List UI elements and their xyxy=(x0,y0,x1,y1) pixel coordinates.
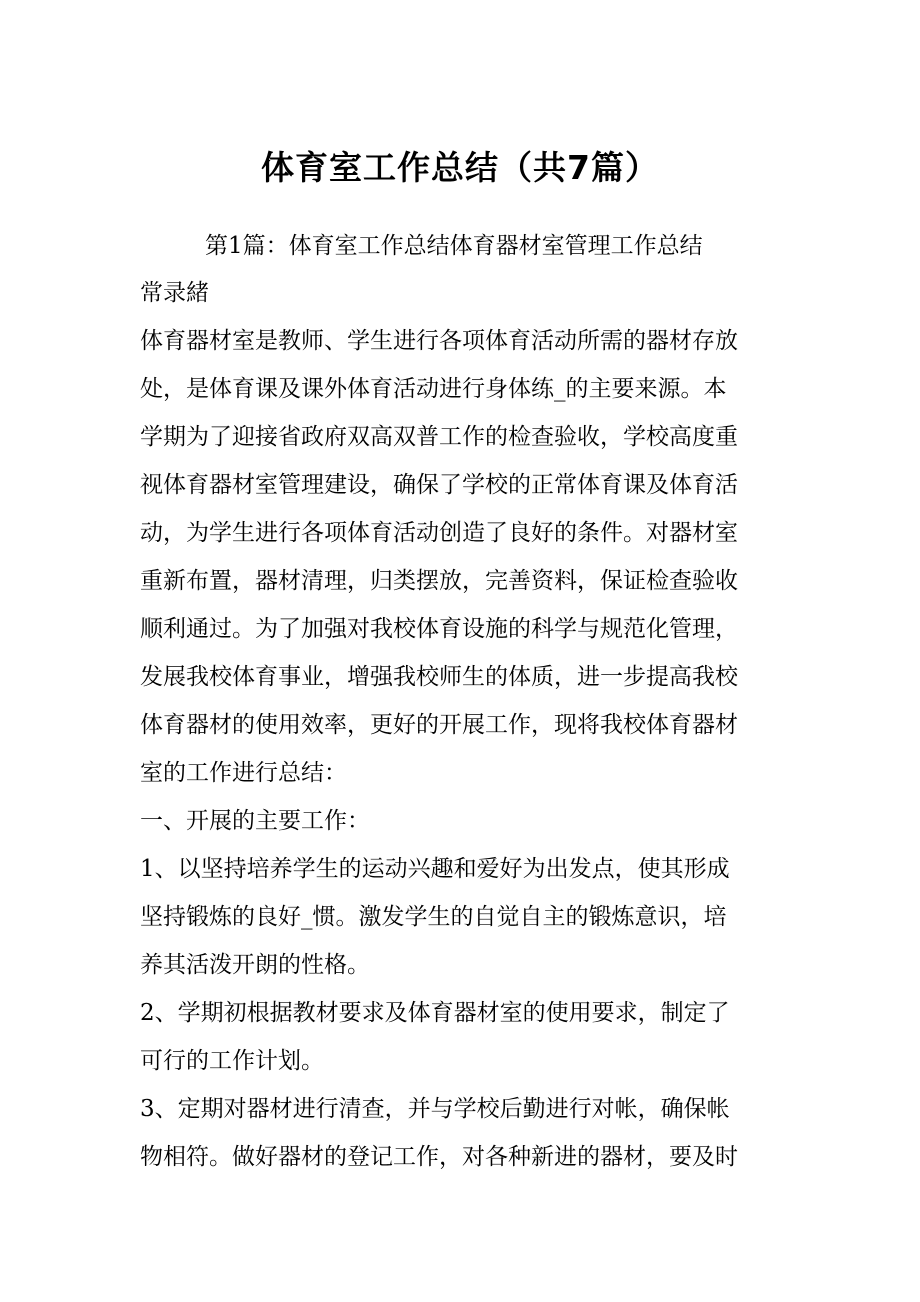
text-line: 重新布置，器材清理，归类摆放，完善资料，保证检查验收 xyxy=(140,568,738,594)
body-text xyxy=(140,321,785,1185)
text-line: 物相符。做好器材的登记工作，对各种新进的器材，要及时 xyxy=(140,1144,738,1170)
section-heading: 一、开展的主要工作： xyxy=(140,808,370,834)
text-line: 体育器材的使用效率，更好的开展工作，现将我校体育器材 xyxy=(140,712,738,738)
list-item-1: 1、以坚持培养学生的运动兴趣和爱好为出发点，使其形成 xyxy=(140,856,730,882)
text-line: 发展我校体育事业，增强我校师生的体质，进一步提高我校 xyxy=(140,664,738,690)
text-line: 坚持锻炼的良好_惯。激发学生的自觉自主的锻炼意识，培 xyxy=(140,904,727,930)
text-line: 顺利通过。为了加强对我校体育设施的科学与规范化管理， xyxy=(140,616,738,642)
text-line: 可行的工作计划。 xyxy=(140,1048,324,1074)
byline: 常录緒 xyxy=(140,280,209,306)
text-line: 体育器材室是教师、学生进行各项体育活动所需的器材存放 xyxy=(140,328,738,354)
list-item-2: 2、学期初根据教材要求及体育器材室的使用要求，制定了 xyxy=(140,1000,730,1026)
list-item-3: 3、定期对器材进行清查，并与学校后勤进行对帐，确保帐 xyxy=(140,1096,730,1122)
text-line: 学期为了迎接省政府双高双普工作的检查验收，学校高度重 xyxy=(140,424,738,450)
document-title: 体育室工作总结（共7篇） xyxy=(261,148,659,187)
text-line: 室的工作进行总结： xyxy=(140,760,347,786)
text-line: 视体育器材室管理建设，确保了学校的正常体育课及体育活 xyxy=(140,472,738,498)
chapter-heading: 第1篇：体育室工作总结体育器材室管理工作总结 xyxy=(205,233,703,259)
text-line: 养其活泼开朗的性格。 xyxy=(140,952,370,978)
text-line: 动，为学生进行各项体育活动创造了良好的条件。对器材室 xyxy=(140,520,738,546)
text-line: 处，是体育课及课外体育活动进行身体练_的主要来源。本 xyxy=(140,376,727,402)
